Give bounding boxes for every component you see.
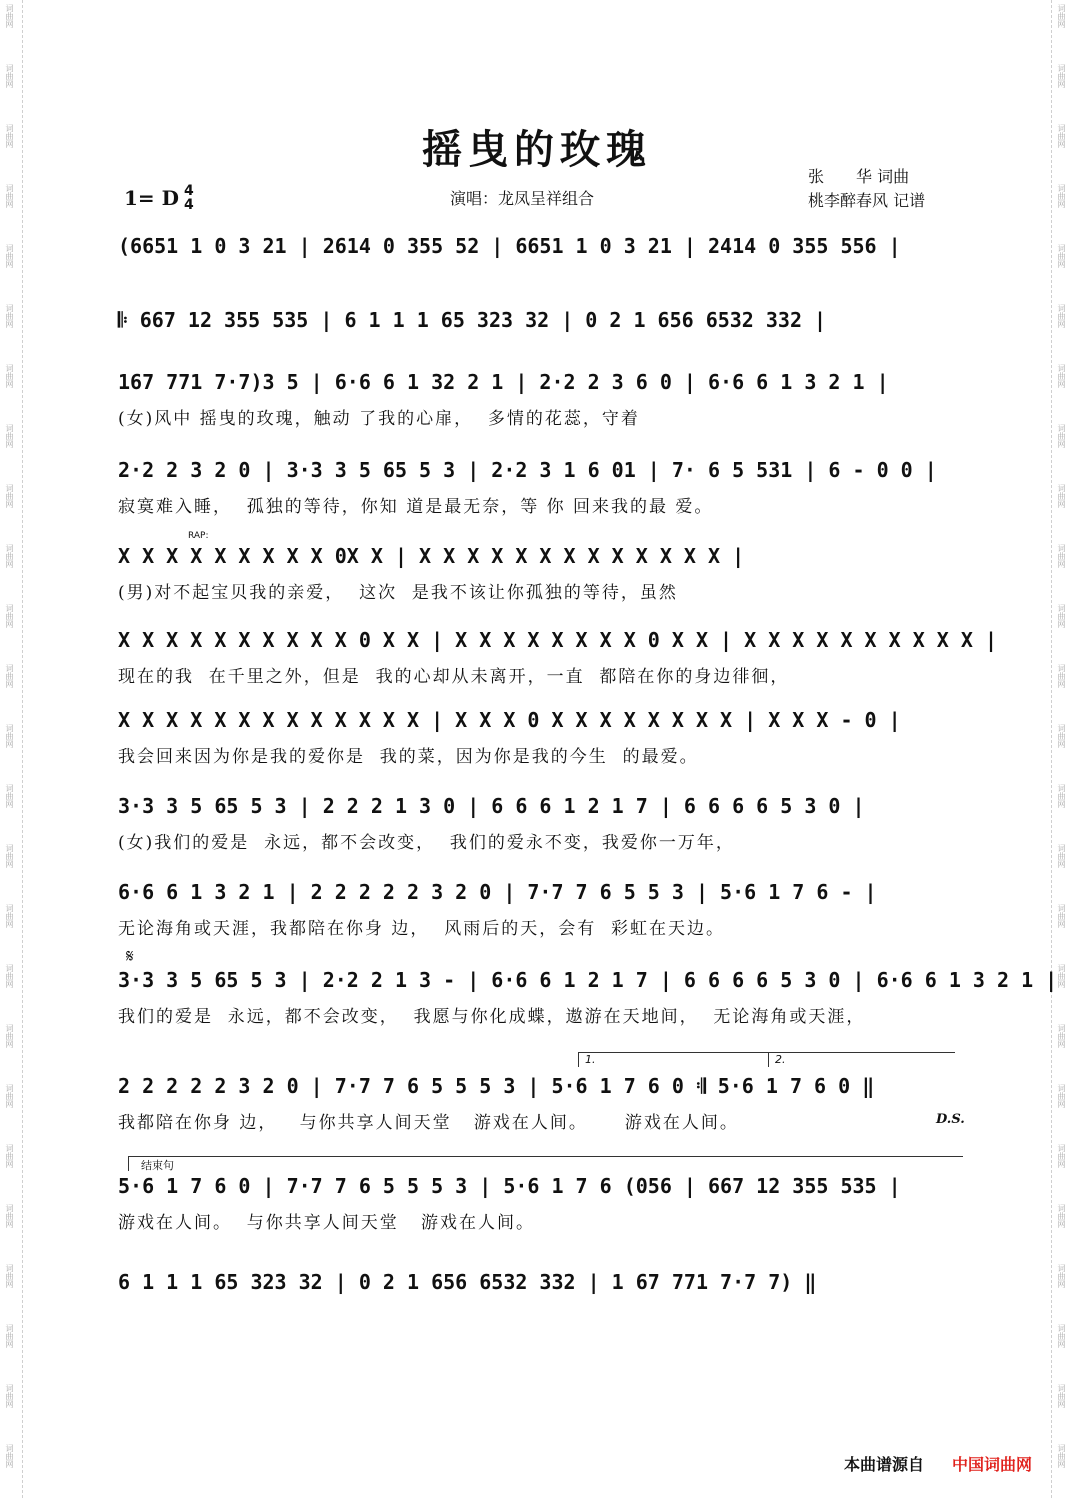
song-title: 摇曳的玫瑰 <box>422 126 652 173</box>
notation: 5·6 1 7 6 0 | 7·7 7 6 5 5 5 3 | 5·6 1 7 6 (056 | 667 12 355 535 | <box>118 1174 901 1198</box>
lyric: 寂寞难入睡， 孤独的等待，你知 道是最无奈，等 你 回来我的最 爱。 <box>118 497 714 517</box>
notation: 2·2 2 3 2 0 | 3·3 3 5 65 5 3 | 2·2 3 1 6 01 | 7· 6 5 531 | 6 - 0 0 | <box>118 458 937 482</box>
footer-site-link[interactable]: 中国词曲网 <box>952 1455 1033 1474</box>
right-margin-strip <box>1051 0 1074 1498</box>
edge-watermark: 词曲网 <box>1057 1084 1066 1108</box>
edge-watermark: 词曲网 <box>1057 364 1066 388</box>
edge-watermark: 词曲网 <box>5 1324 14 1348</box>
singer-line: 演唱：龙凤呈祥组合 <box>450 189 595 208</box>
notation: 6 1 1 1 65 323 32 | 0 2 1 656 6532 332 | 1 67 771 7·7 7) ‖ <box>118 1270 817 1294</box>
rap-label: RAP: <box>188 531 209 541</box>
score-line <box>118 968 1058 1027</box>
lyric: 无论海角或天涯，我都陪在你身 边， 风雨后的天，会有 彩虹在天边。 <box>118 919 726 939</box>
segno-sign: 𝄋 <box>126 946 134 967</box>
edge-watermark: 词曲网 <box>1057 1324 1066 1348</box>
notation: 2 2 2 2 2 3 2 0 | 7·7 7 6 5 5 5 3 | 5·6 1 7 6 0 𝄇 5·6 1 7 6 0 ‖ <box>118 1074 875 1098</box>
edge-watermark: 词曲网 <box>1057 184 1066 208</box>
edge-watermark: 词曲网 <box>5 844 14 868</box>
lyric: 我们的爱是 永远，都不会改变， 我愿与你化成蝶，遨游在天地间， 无论海角或天涯， <box>118 1007 866 1027</box>
score-line <box>118 1174 956 1233</box>
edge-watermark: 词曲网 <box>5 664 14 688</box>
lyric: (男)对不起宝贝我的亲爱， 这次 是我不该让你孤独的等待，虽然 <box>118 583 678 603</box>
notation: 6·6 6 1 3 2 1 | 2 2 2 2 2 3 2 0 | 7·7 7 6 5 5 3 | 5·6 1 7 6 - | <box>118 880 877 904</box>
lyric: 我都陪在你身 边， 与你共享人间天堂 游戏在人间。 游戏在人间。 <box>118 1113 739 1133</box>
edge-watermark: 词曲网 <box>5 184 14 208</box>
score-line <box>118 880 956 939</box>
time-signature-bottom: 4 <box>184 197 194 213</box>
edge-watermark: 词曲网 <box>1057 964 1066 988</box>
lyric: (女)风中 摇曳的玫瑰，触动 了我的心扉， 多情的花蕊，守着 <box>118 409 640 429</box>
time-signature-top: 4 <box>184 183 194 199</box>
edge-watermark: 词曲网 <box>5 1084 14 1108</box>
notation: X X X X X X X X X X X X X | X X X 0 X X X X X X X X | X X X - 0 | <box>118 708 901 732</box>
lyric: 游戏在人间。 与你共享人间天堂 游戏在人间。 <box>118 1213 536 1233</box>
score-line <box>118 628 997 687</box>
transcriber: 桃李醉春风 记谱 <box>808 191 926 210</box>
edge-watermark: 词曲网 <box>1057 664 1066 688</box>
notation: X X X X X X X X X 0X X | X X X X X X X X X X X X X | <box>118 544 745 568</box>
edge-watermark: 词曲网 <box>5 544 14 568</box>
score-line <box>118 794 956 853</box>
edge-watermark: 词曲网 <box>1057 124 1066 148</box>
notation: X X X X X X X X X X 0 X X | X X X X X X X X 0 X X | X X X X X X X X X X | <box>118 628 997 652</box>
edge-watermark: 词曲网 <box>1057 4 1066 28</box>
first-ending-bracket: 1. <box>578 1052 769 1067</box>
edge-watermark: 词曲网 <box>5 424 14 448</box>
edge-watermark: 词曲网 <box>1057 904 1066 928</box>
score-line <box>118 370 956 429</box>
edge-watermark: 词曲网 <box>1057 784 1066 808</box>
score-line <box>118 1270 956 1304</box>
edge-watermark: 词曲网 <box>1057 724 1066 748</box>
footer-source-label: 本曲谱源自 <box>844 1455 925 1474</box>
edge-watermark: 词曲网 <box>5 1444 14 1468</box>
edge-watermark: 词曲网 <box>5 244 14 268</box>
edge-watermark: 词曲网 <box>1057 544 1066 568</box>
edge-watermark: 词曲网 <box>5 784 14 808</box>
notation: (6651 1 0 3 21 | 2614 0 355 52 | 6651 1 0 3 21 | 2414 0 355 556 | <box>118 234 901 258</box>
edge-watermark: 词曲网 <box>5 124 14 148</box>
edge-watermark: 词曲网 <box>1057 844 1066 868</box>
edge-watermark: 词曲网 <box>1057 1384 1066 1408</box>
edge-watermark: 词曲网 <box>1057 304 1066 328</box>
dal-segno-mark: D.S. <box>936 1112 965 1127</box>
notation: 167 771 7·7)3 5 | 6·6 6 1 32 2 1 | 2·2 2 3 6 0 | 6·6 6 1 3 2 1 | <box>118 370 889 394</box>
score-line <box>118 1074 956 1133</box>
edge-watermark: 词曲网 <box>5 364 14 388</box>
score-line <box>118 308 956 342</box>
left-margin-strip <box>0 0 23 1498</box>
edge-watermark: 词曲网 <box>5 904 14 928</box>
score-line <box>118 708 956 767</box>
edge-watermark: 词曲网 <box>1057 1204 1066 1228</box>
edge-watermark: 词曲网 <box>5 4 14 28</box>
edge-watermark: 词曲网 <box>5 724 14 748</box>
lyric: 我会回来因为你是我的爱你是 我的菜，因为你是我的今生 的最爱。 <box>118 747 699 767</box>
notation: 𝄆 667 12 355 535 | 6 1 1 1 65 323 32 | 0 2 1 656 6532 332 | <box>118 308 827 332</box>
edge-watermark: 词曲网 <box>5 604 14 628</box>
edge-watermark: 词曲网 <box>1057 64 1066 88</box>
edge-watermark: 词曲网 <box>5 304 14 328</box>
edge-watermark: 词曲网 <box>1057 1444 1066 1468</box>
lyric: 现在的我 在千里之外，但是 我的心却从未离开，一直 都陪在你的身边徘徊， <box>118 667 790 687</box>
key-signature: 1= D <box>124 186 179 210</box>
edge-watermark: 词曲网 <box>1057 484 1066 508</box>
edge-watermark: 词曲网 <box>1057 1264 1066 1288</box>
edge-watermark: 词曲网 <box>5 1024 14 1048</box>
score-line <box>118 234 956 268</box>
edge-watermark: 词曲网 <box>1057 1024 1066 1048</box>
edge-watermark: 词曲网 <box>1057 604 1066 628</box>
notation: 3·3 3 5 65 5 3 | 2 2 2 1 3 0 | 6 6 6 1 2 1 7 | 6 6 6 6 5 3 0 | <box>118 794 865 818</box>
edge-watermark: 词曲网 <box>5 1144 14 1168</box>
edge-watermark: 词曲网 <box>5 64 14 88</box>
edge-watermark: 词曲网 <box>1057 244 1066 268</box>
notation: 3·3 3 5 65 5 3 | 2·2 2 1 3 - | 6·6 6 1 2 1 7 | 6 6 6 6 5 3 0 | 6·6 6 1 3 2 1 | <box>118 968 1058 992</box>
edge-watermark: 词曲网 <box>5 1204 14 1228</box>
edge-watermark: 词曲网 <box>5 964 14 988</box>
end-phrase-bracket: 结束句 <box>128 1156 963 1171</box>
second-ending-bracket: 2. <box>768 1052 955 1067</box>
score-line <box>118 544 956 603</box>
edge-watermark: 词曲网 <box>5 1264 14 1288</box>
edge-watermark: 词曲网 <box>5 1384 14 1408</box>
lyric: (女)我们的爱是 永远，都不会改变， 我们的爱永不变，我爱你一万年， <box>118 833 735 853</box>
score-line <box>118 458 956 517</box>
lyricist-composer: 张 华 词曲 <box>808 167 910 186</box>
time-signature <box>184 184 194 212</box>
edge-watermark: 词曲网 <box>5 484 14 508</box>
edge-watermark: 词曲网 <box>1057 424 1066 448</box>
edge-watermark: 词曲网 <box>1057 1144 1066 1168</box>
